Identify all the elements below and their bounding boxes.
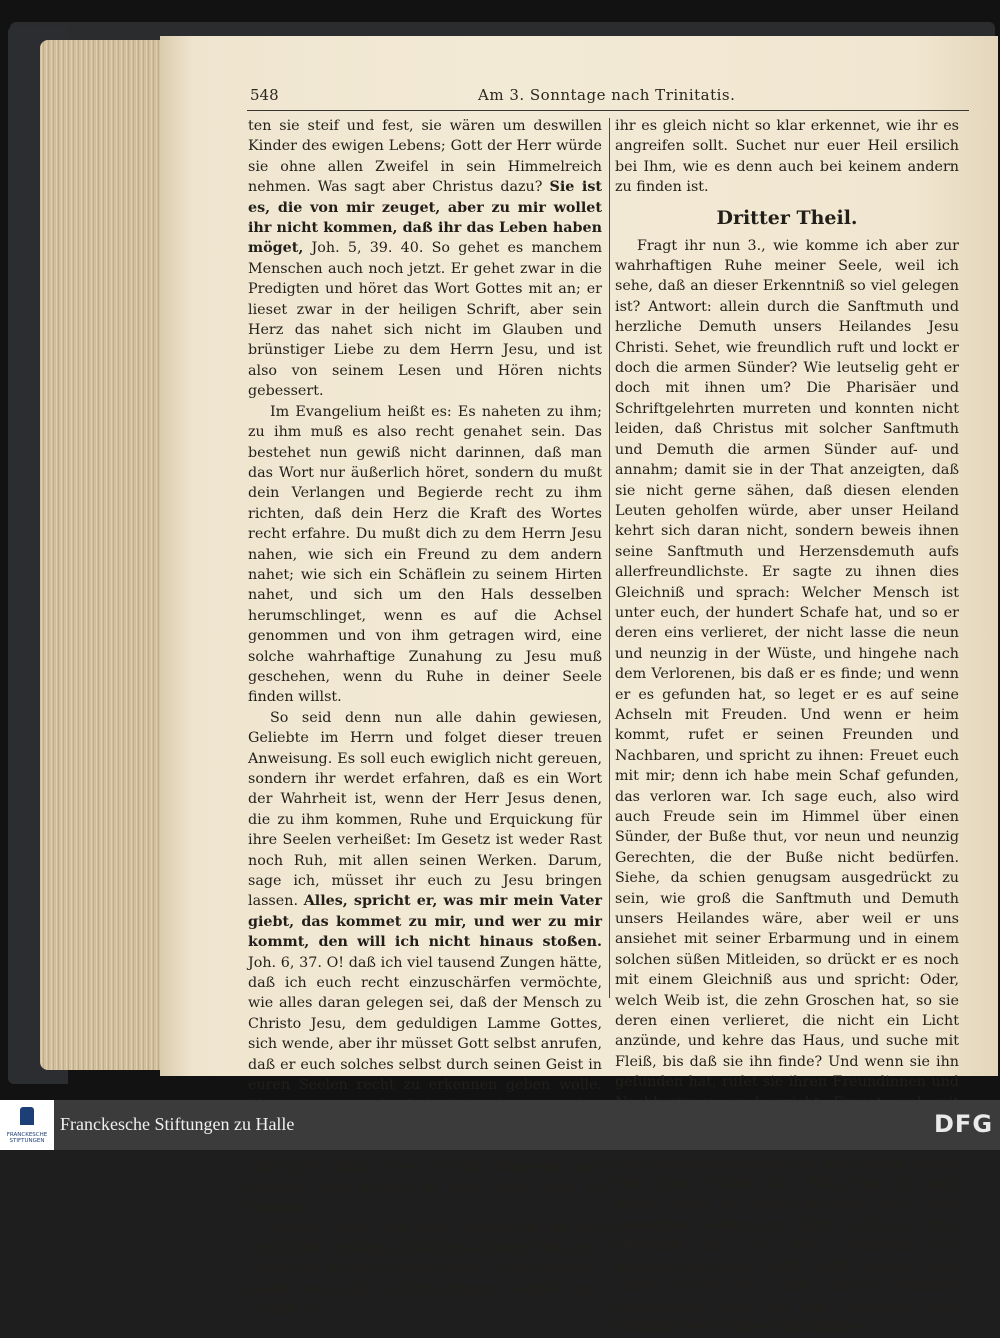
dfg-logo[interactable]: DFG [934, 1110, 994, 1138]
footer-bar [0, 1100, 1000, 1150]
header-rule [247, 110, 969, 111]
paragraph: Im Evangelium heißt es: Es naheten zu ihm; zu ihm muß es also recht genahet sein. Das bestehet nun gewiß nicht darinnen, daß man das Wort nur äußerlich höret, sondern du mußt dein Verlangen und Begierde recht zu ihm richten, daß dein Herz die Kraft des Wortes recht erfahre. Du mußt dich zu dem Herrn Jesu nahen, wie sich ein Freund zu dem andern nahet; wie sich ein Schäflein zu seinem Hirten nahet, und sich um den Hals desselben herumschlinget, wenn es auf die Achsel genommen und von ihm getragen wird, eine solche wahrhaftige Zunahung zu Jesu muß geschehen, wenn du Ruhe in deiner Seele finden willst. [248, 403, 602, 706]
bold-quote: Sie ist es, die von mir zeuget, aber zu mir wollet ihr nicht kommen, daß ihr das Leben haben möget, [248, 179, 602, 257]
logo-text: FRANCKESCHE STIFTUNGEN [6, 1132, 48, 1144]
institution-name[interactable]: Franckesche Stiftungen zu Halle [60, 1114, 295, 1134]
franckesche-logo[interactable] [0, 1100, 54, 1150]
paragraph [248, 116, 602, 402]
bold-quote: Alles, spricht er, was mir mein Vater giebt, das kommet zu mir, und wer zu mir kommt, den will ich nicht hinaus stoßen. [248, 893, 602, 951]
text-run: ten sie steif und fest, sie wären um deswillen Kinder des ewigen Lebens; Gott der Herr würde sie ohne allen Zweifel in sein Himmelreich nehmen. Was sagt aber Christus dazu? [248, 118, 602, 196]
page-edges [40, 40, 168, 1070]
text-run: Joh. 5, 39. 40. So gehet es manchem Menschen auch noch jetzt. Er gehet zwar in die Predigten und höret das Wort Gottes mit an; er lieset zwar in der heiligen Schrift, aber sein Herz das nahet sich nicht im Glauben und brünstiger Liebe zu dem Herrn Jesu, und ist also von seinem Lesen und Hören nichts gebessert. [248, 240, 602, 400]
running-title: Am 3. Sonntage nach Trinitatis. [478, 86, 736, 104]
paragraph: Fragt ihr nun 3., wie komme ich aber zur wahrhaftigen Ruhe meiner Seele, weil ich sehe, daß an dieser Erkenntniß so viel gelegen ist? Antwort: allein durch die Sanftmuth und herzliche Demuth unsers Heilandes Jesu Christi. Sehet, wie freundlich ruft und lockt er doch die armen Sünder? Wie leutselig geht er doch mit ihnen um? Die Pharisäer und Schriftgelehrten murreten und konnten nicht leiden, daß Christus mit solcher Sanftmuth und Demuth die armen Sünder auf- und annahm; damit sie in der That anzeigten, daß sie nicht gerne sähen, daß diesen elenden Leuten geholfen würde, aber unser Heiland kehrt sich daran nicht, sondern beweis ihnen seine Sanftmuth und Herzensdemuth aufs allerfreundlichste. Er sagte zu ihnen dies Gleichniß und sprach: Welcher Mensch ist unter euch, der hundert Schafe hat, und so er deren eins verlieret, der nicht lasse die neun und neunzig in der Wüste, und hingehe nach dem Verlorenen, bis daß er es finde; und wenn er es gefunden hat, so leget er es auf seine Achseln mit Freuden. Und wenn er heim kommt, rufet er seinen Freunden und Nachbaren, und spricht zu ihnen: Freuet euch mit mir; denn ich habe mein Schaf gefunden, das verloren war. Ich sage euch, also wird auch Freude sein im Himmel über einen Sünder, der Buße thut, vor neun und neunzig Gerechten, die der Buße nicht bedürfen. Siehe, da schien genugsam ausgedrückt zu sein, wie groß die Sanftmuth und Demuth unsers Heilandes wäre, aber weil er uns ansiehet mit seiner Erbarmung und in einem solchen süßen Mitleiden, so drückt er es noch mit einem Gleichniß aus und spricht: Oder, welch Weib ist, die zehn Groschen hat, so sie deren einen verlieret, die nicht ein Licht anzünde, und kehre das Haus, und suche mit Fleiß, bis daß sie ihn finde? Und wenn sie ihn gefunden hat, rufet sie ihren Freundinnen und euch, wird Freude sein vor den Engeln Gottes über einen Sünder, der Buße thut. Ja, auch daran lässet es unser Heiland noch nicht bewenden, sondern er führt noch das dritte Gleichniß an, von dem verlornen und wiedergefundenen Sohn; und wendet also vielen Fleiß an, den armen Sündern vorzustellen, was für ein Erbarmen und Mitleiden er mit ihrem sündlichen [615, 237, 959, 1336]
right-column [615, 116, 959, 1338]
page-number: 548 [250, 86, 279, 104]
paragraph: ihr es gleich nicht so klar erkennet, wie ihr es angreifen sollt. Suchet nur euer Heil ersilich bei Ihm, wie es denn auch bei keinem andern zu finden ist. [615, 118, 959, 196]
text-run: So seid denn nun alle dahin gewiesen, Geliebte im Herrn und folget dieser treuen Anweisung. Es soll euch ewiglich nicht gereuen, sondern ihr werdet erfahren, daß es ein Wort der Wahrheit ist, wenn der Herr Jesus denen, die zu ihm kommen, Ruhe und Erquickung für ihre Seelen verheißet: Im Gesetz ist weder Rast noch Ruh, mit allen seinen Werken. Darum, sage ich, müsset ihr euch zu Jesu bringen lassen. [248, 709, 602, 910]
building-icon [20, 1107, 34, 1125]
text-run: Joh. 6, 37. O! daß ich viel tausend Zungen hätte, daß ich euch recht einzuschärfen vermöchte, wie alles daran gelegen sei, daß der Mensch zu Christo Jesu, dem geduldigen Lamme Gottes, sich wende, aber ihr müsset Gott selbst anrufen, daß er euch solches selbst durch seinen Geist in euren Seelen recht zu erkennen geben wolle. viele Jahre dahin, ehe er recht schmecket und erfähret, was es sei, zu dem Herrn Jesu zu kommen. [248, 954, 602, 1216]
page-header [250, 86, 970, 108]
column-divider [609, 118, 610, 998]
paragraph: Darum lasset uns doch dieses um so viel ernstlicher erwägen, daß kein anderer Weg zum Leben sei, als das Lamm Gottes, Jesus Christus, lasset euch doch zu ihm bringen, wendet euch zu ihm, ob [248, 1219, 602, 1318]
section-heading: Dritter Theil. [716, 206, 858, 229]
